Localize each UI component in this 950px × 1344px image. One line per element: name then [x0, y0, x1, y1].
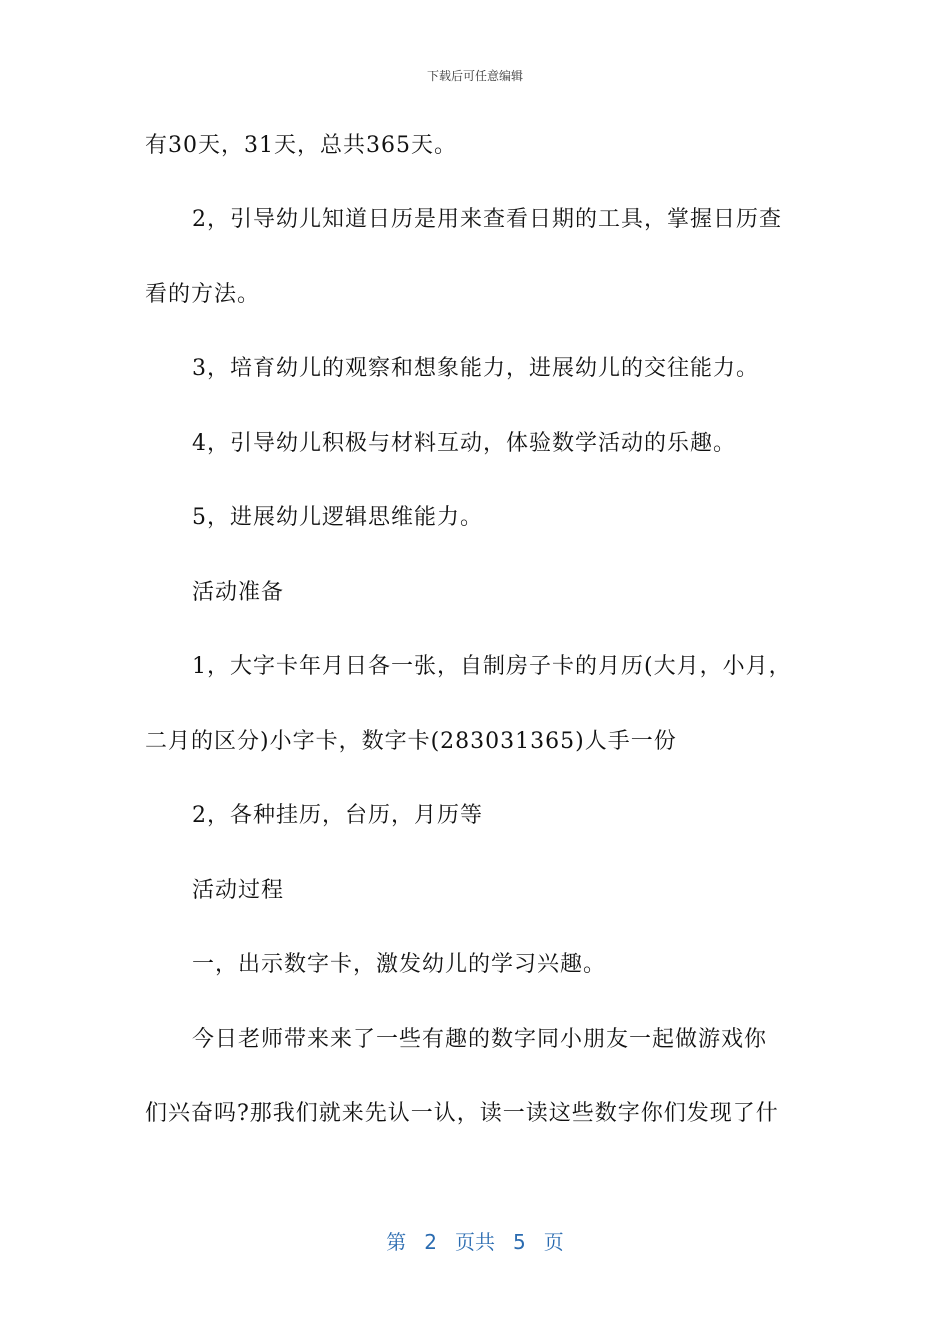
text-line-3: 看的方法。: [145, 282, 261, 307]
text-line-14: 们兴奋吗?那我们就来先认一认，读一读这些数字你们发现了什: [145, 1101, 779, 1126]
footer-middle: 页共: [455, 1230, 495, 1254]
footer-prefix: 第: [386, 1230, 407, 1254]
text-line-8: 1，大字卡年月日各一张，自制房子卡的月历(大月，小月，: [192, 654, 792, 679]
footer-current-page: 2: [424, 1230, 437, 1254]
text-line-6: 5，进展幼儿逻辑思维能力。: [192, 505, 483, 530]
footer-suffix: 页: [543, 1230, 564, 1254]
text-line-4: 3，培育幼儿的观察和想象能力，进展幼儿的交往能力。: [192, 356, 759, 381]
text-line-2: 2，引导幼儿知道日历是用来查看日期的工具，掌握日历查: [192, 207, 782, 232]
text-line-1: 有30天，31天，总共365天。: [145, 133, 457, 158]
text-line-9: 二月的区分)小字卡，数字卡(283031365)人手一份: [145, 729, 677, 754]
page-footer: [0, 1226, 950, 1255]
text-line-5: 4，引导幼儿积极与材料互动，体验数学活动的乐趣。: [192, 431, 736, 456]
section-heading-process: 活动过程: [192, 878, 285, 903]
footer-total-pages: 5: [513, 1230, 526, 1254]
text-line-12: 一，出示数字卡，激发幼儿的学习兴趣。: [192, 952, 607, 977]
text-line-10: 2，各种挂历，台历，月历等: [192, 803, 483, 828]
page-header: 下载后可任意编辑: [426, 69, 523, 83]
text-line-13: 今日老师带来来了一些有趣的数字同小朋友一起做游戏你: [192, 1027, 768, 1052]
section-heading-preparation: 活动准备: [192, 580, 285, 605]
